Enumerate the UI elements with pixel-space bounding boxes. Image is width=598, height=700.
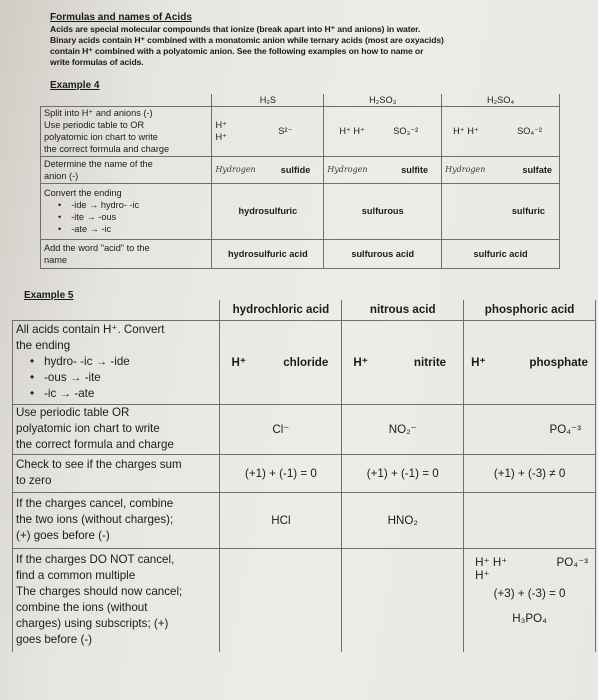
column-nitrous-acid: nitrous acid: [342, 300, 464, 320]
worksheet-title: Formulas and names of Acids: [50, 12, 192, 23]
table-row: [13, 454, 596, 492]
cell-hno2-ions: H⁺ nitrite: [342, 320, 464, 404]
example4-table: [40, 94, 560, 269]
cell-hcl-final: HCl: [220, 492, 342, 548]
table-row: [13, 320, 596, 404]
ending-bullet: • hydro- -ic → -ide: [16, 354, 216, 370]
cell-h2s-ions: H⁺ H⁺ S²⁻: [212, 106, 324, 156]
example4-label: Example 4: [50, 80, 100, 91]
ending-bullet: • -ous → -ite: [16, 370, 216, 386]
row-label-notcancel: If the charges DO NOT cancel, find a common multiple The charges should now cancel; combine the ions (without charges) using subscripts; (+) goes before (-): [13, 548, 220, 652]
column-h2s: H₂S: [212, 94, 324, 106]
cell-h2so4-convert: sulfuric: [442, 183, 560, 239]
table-row: [13, 548, 596, 652]
example5-table: [12, 300, 596, 652]
convert-bullet: • -ite → -ous: [44, 211, 208, 223]
cell-h2s-name: Hydrogen sulfide: [212, 156, 324, 183]
cell-h3po4-ions: H⁺ phosphate: [464, 320, 596, 404]
intro-line-3: contain H⁺ combined with a polyatomic anion. See the following examples on how to name or: [50, 46, 424, 56]
convert-bullet: • -ate → -ic: [44, 223, 208, 235]
cell-h3po4-cancel: [464, 492, 596, 548]
cell-hcl-formula: Cl⁻: [220, 404, 342, 454]
row-label-name: Determine the name of the anion (-): [41, 156, 212, 183]
cell-hno2-final: HNO₂: [342, 492, 464, 548]
table-row: [41, 183, 560, 239]
table-row: [13, 404, 596, 454]
convert-bullet: • -ide → hydro- -ic: [44, 199, 208, 211]
cell-h2so3-convert: sulfurous: [324, 183, 442, 239]
table-row: [41, 156, 560, 183]
cell-h2s-acid: hydrosulfuric acid: [212, 239, 324, 268]
table-row: [41, 106, 560, 156]
cell-h3po4-charges: (+1) + (-3) ≠ 0: [464, 454, 596, 492]
table-row: [41, 239, 560, 268]
row-label-charges: Check to see if the charges sum to zero: [13, 454, 220, 492]
cell-hcl-ions: H⁺ chloride: [220, 320, 342, 404]
column-hydrochloric-acid: hydrochloric acid: [220, 300, 342, 320]
cell-hno2-formula: NO₂⁻: [342, 404, 464, 454]
intro-line-1: Acids are special molecular compounds that ionize (break apart into H⁺ and anions) in water.: [50, 24, 421, 34]
column-phosphoric-acid: phosphoric acid: [464, 300, 596, 320]
cell-hcl-notcancel: [220, 548, 342, 652]
cell-h2so4-ions: H⁺ H⁺ SO₄⁻²: [442, 106, 560, 156]
table-row: [13, 492, 596, 548]
example5-label: Example 5: [24, 290, 74, 301]
cell-hno2-notcancel: [342, 548, 464, 652]
cell-h2so3-ions: H⁺ H⁺ SO₃⁻²: [324, 106, 442, 156]
row-label-cancel: If the charges cancel, combine the two ions (without charges); (+) goes before (-): [13, 492, 220, 548]
cell-h2so3-name: Hydrogen sulfite: [324, 156, 442, 183]
row-label-split: Split into H⁺ and anions (-) Use periodic table to OR polyatomic ion chart to write the correct formula and charge: [41, 106, 212, 156]
intro-line-2: Binary acids contain H⁺ combined with a monatomic anion while ternary acids (most are oxyacids): [50, 35, 444, 45]
row-label-contain: All acids contain H⁺. Convert the ending • hydro- -ic → -ide • -ous → -ite • -ic → -ate: [13, 320, 220, 404]
cell-hcl-charges: (+1) + (-1) = 0: [220, 454, 342, 492]
intro-line-4: write formulas of acids.: [50, 57, 144, 67]
example5-header-row: [13, 300, 596, 320]
cell-h2so4-acid: sulfuric acid: [442, 239, 560, 268]
row-label-formula: Use periodic table OR polyatomic ion chart to write the correct formula and charge: [13, 404, 220, 454]
cell-h2s-convert: hydrosulfuric: [212, 183, 324, 239]
column-h2so4: H₂SO₄: [442, 94, 560, 106]
cell-h2so4-name: Hydrogen sulfate: [442, 156, 560, 183]
row-label-acid: Add the word "acid" to the name: [41, 239, 212, 268]
example4-header-row: [41, 94, 560, 106]
column-h2so3: H₂SO₃: [324, 94, 442, 106]
cell-h3po4-formula: PO₄⁻³: [464, 404, 596, 454]
ending-bullet: • -ic → -ate: [16, 386, 216, 402]
cell-h2so3-acid: sulfurous acid: [324, 239, 442, 268]
row-label-convert: Convert the ending • -ide → hydro- -ic • -ite → -ous • -ate → -ic: [41, 183, 212, 239]
cell-hno2-charges: (+1) + (-1) = 0: [342, 454, 464, 492]
cell-h3po4-final: H⁺ H⁺ PO₄⁻³ H⁺ (+3) + (-3) = 0 H₃PO₄: [464, 548, 596, 652]
